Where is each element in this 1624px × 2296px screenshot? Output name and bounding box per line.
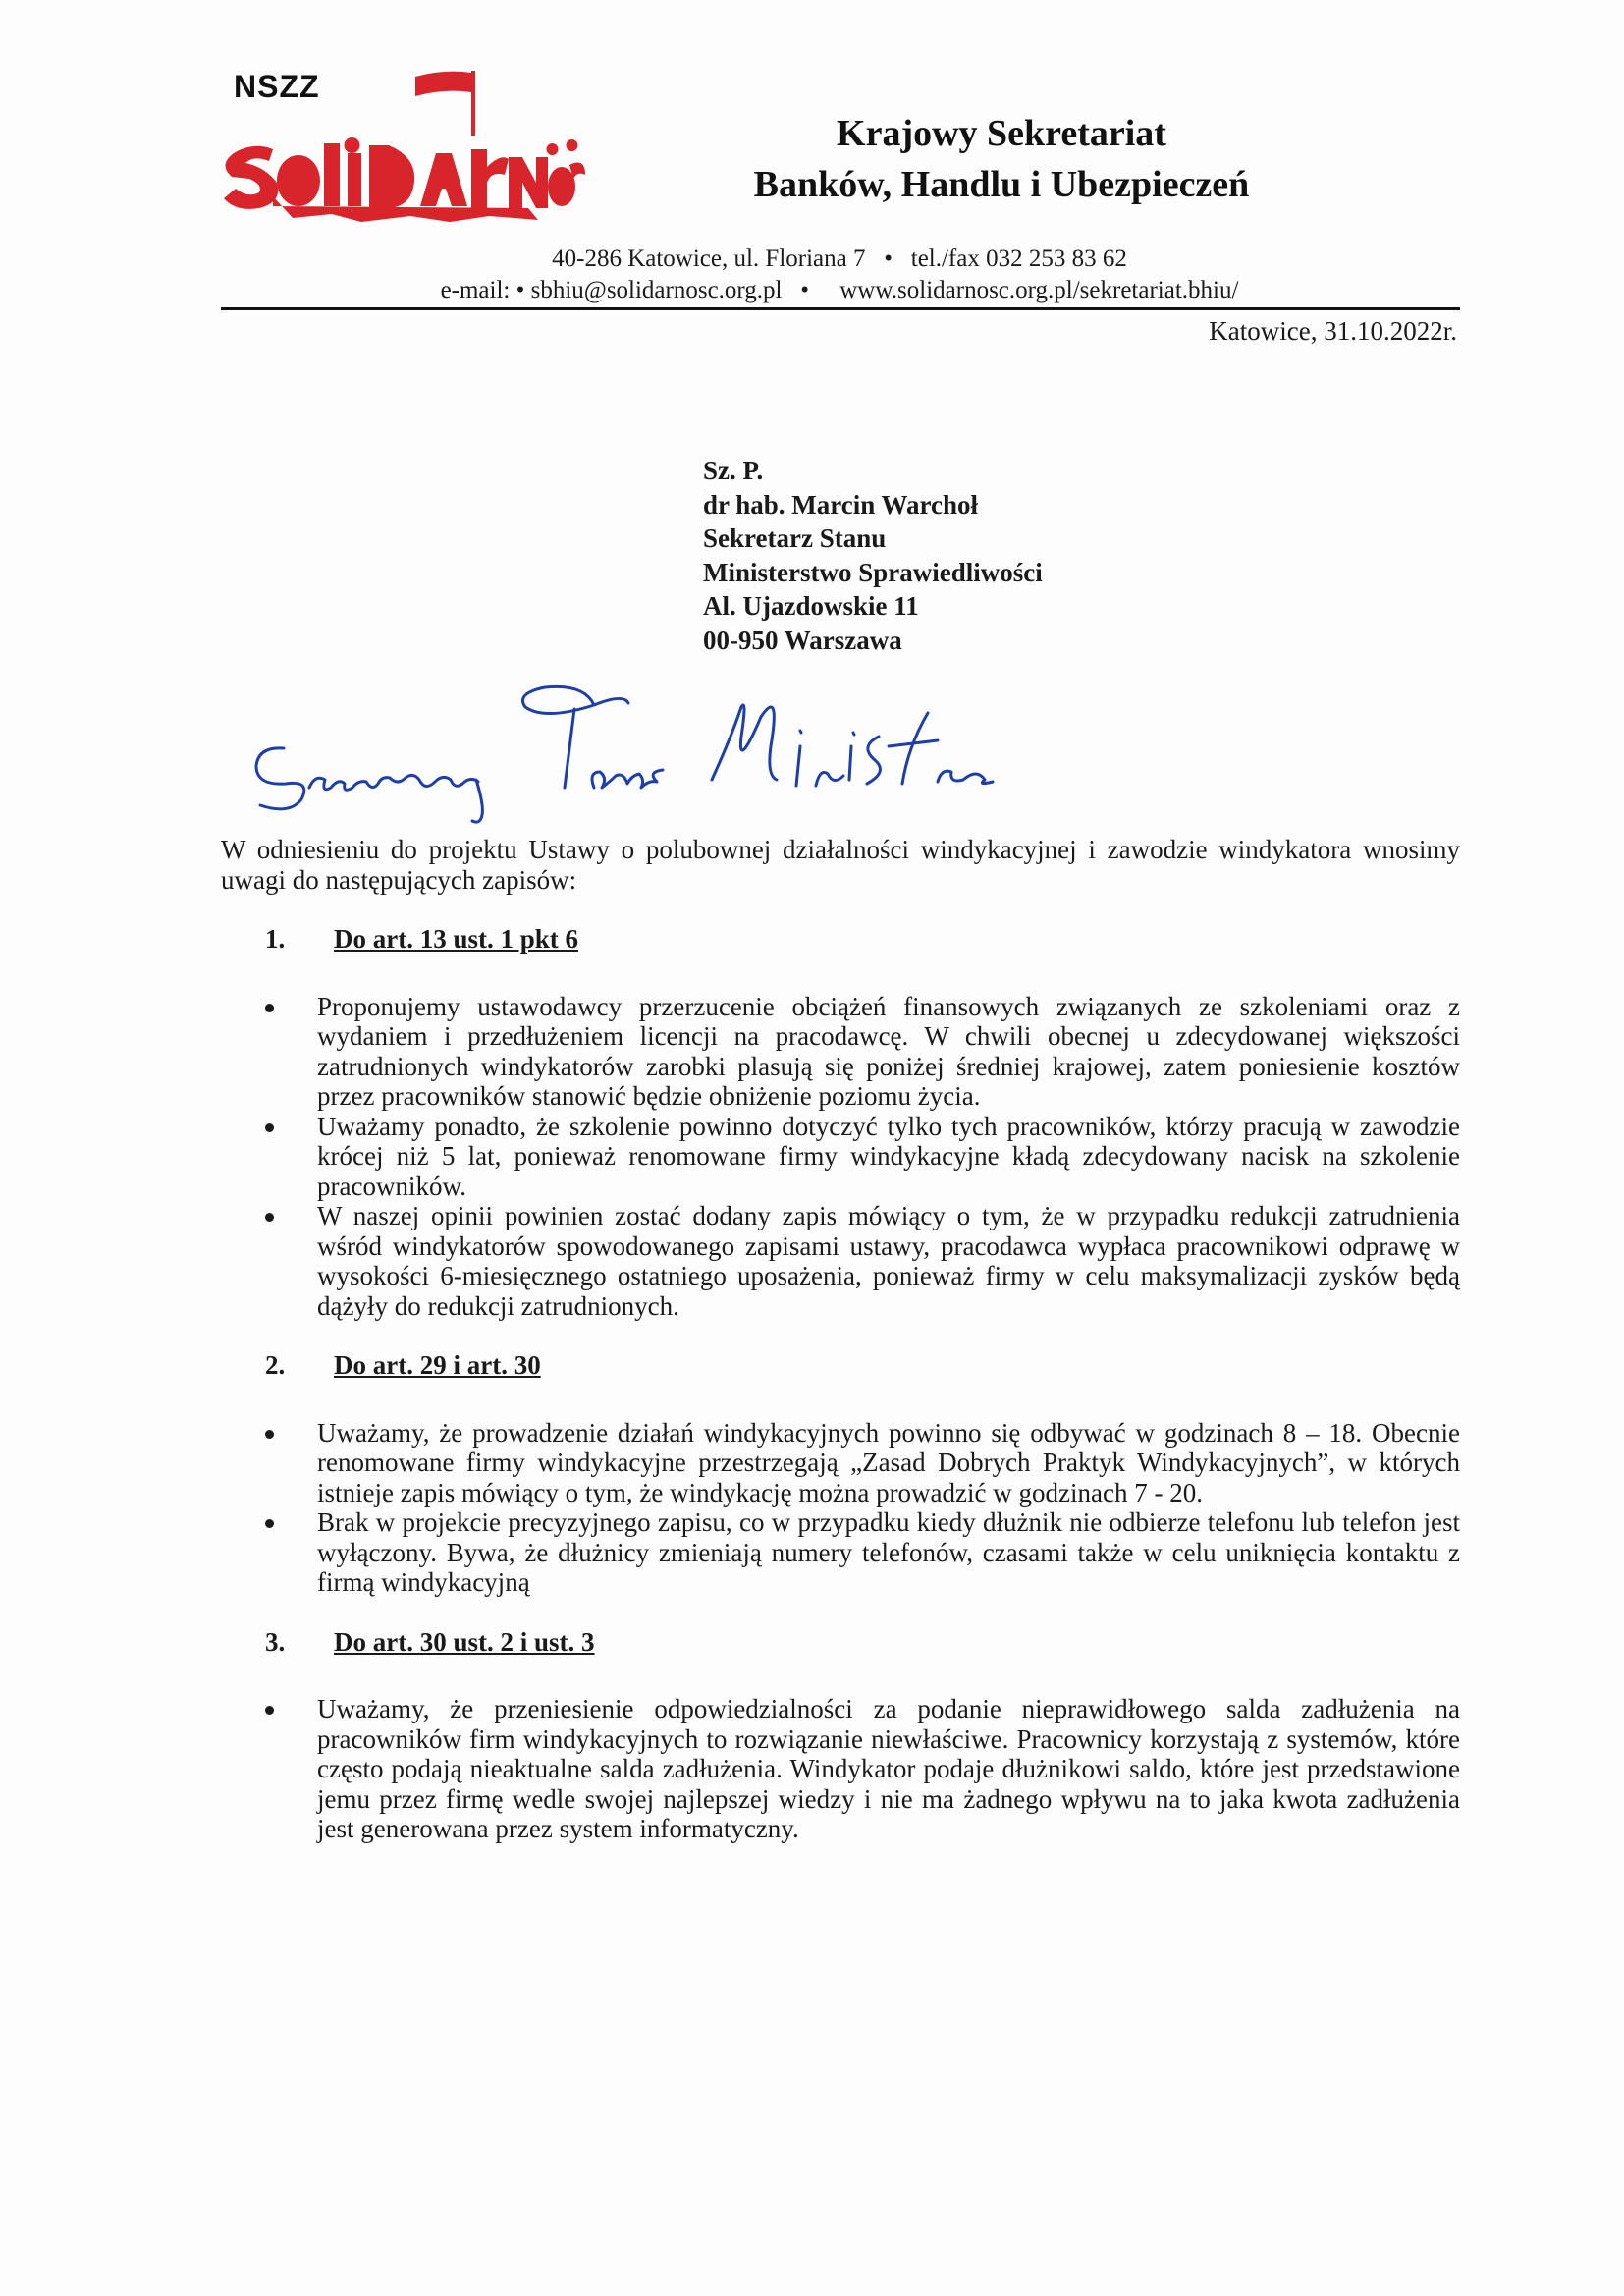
recipient-line: Al. Ujazdowskie 11 (703, 591, 919, 622)
bullet-item: Uważamy ponadto, że szkolenie powinno dotyczyć tylko tych pracowników, którzy pracują w zawodzie krócej niż 5 lat, ponieważ renomowane firmy windykacyjne kładą zdecydowany nacisk na szkolenie pracowników. (221, 1112, 1460, 1202)
logo-nszz-text: NSZZ (234, 69, 320, 104)
bullet-icon (265, 1430, 274, 1439)
contact-block (221, 244, 1458, 306)
section-heading (221, 924, 1460, 955)
recipient-line: 00-950 Warszawa (703, 625, 902, 655)
letter-body (221, 835, 1460, 1844)
section-bullet-list (221, 1418, 1460, 1598)
recipient-line: Sz. P. (703, 456, 764, 485)
recipient-line: Ministerstwo Sprawiedliwości (703, 557, 1043, 587)
section-title: Do art. 29 i art. 30 (334, 1350, 541, 1380)
section-heading (221, 1350, 1460, 1381)
section-number: 3. (265, 1626, 286, 1657)
recipient-block (703, 454, 1043, 658)
recipient-line: Sekretarz Stanu (703, 523, 887, 554)
bullet-item: Uważamy, że przeniesienie odpowiedzialności za podanie nieprawidłowego salda zadłużenia na pracowników firm windykacyjnych to rozwiązanie niewłaściwe. Pracownicy korzystają z systemów, które często podają nieaktualne salda zadłużenia. Windykator podaje dłużnikowi saldo, które jest przedstawione jemu przez firmę wedle swojej najlepszej wiedzy i nie ma żadnego wpływu na to jaka kwota zadłużenia jest generowana przez system informatyczny. (221, 1694, 1460, 1844)
section-bullet-list (221, 992, 1460, 1322)
bullet-icon (265, 1519, 274, 1528)
bullet-icon (265, 1123, 274, 1132)
letter-date: Katowice, 31.10.2022r. (1209, 316, 1457, 346)
bullet-item: Uważamy, że prowadzenie działań windykacyjnych powinno się odbywać w godzinach 8 – 18. Obecnie renomowane firmy windykacyjne przestrzegają „Zasad Dobrych Praktyk Windykacyjnych”, w których istnieje zapis mówiący o tym, że windykację można prowadzić w godzinach 7 - 20. (221, 1418, 1460, 1508)
section-title: Do art. 30 ust. 2 i ust. 3 (334, 1626, 595, 1657)
bullet-icon (265, 1213, 274, 1222)
email-web-line: e-mail: • sbhiu@solidarnosc.org.pl • www.solidarnosc.org.pl/sekretariat.bhiu/ (440, 277, 1239, 303)
section-number: 2. (265, 1350, 286, 1380)
organization-name (628, 108, 1375, 210)
section-title: Do art. 13 ust. 1 pkt 6 (334, 924, 579, 954)
bullet-icon (265, 1706, 274, 1715)
bullet-item: Brak w projekcie precyzyjnego zapisu, co w przypadku kiedy dłużnik nie odbierze telefonu lub telefon jest wyłączony. Bywa, że dłużnicy zmieniają numery telefonów, czasami także w celu uniknięcia kontaktu z firmą windykacyjną (221, 1507, 1460, 1598)
address-line: 40-286 Katowice, ul. Floriana 7 • tel./fax 032 253 83 62 (552, 246, 1127, 272)
recipient-line: dr hab. Marcin Warchoł (703, 489, 979, 519)
letterhead-divider (221, 307, 1460, 310)
bullet-icon (265, 1004, 274, 1012)
bullet-item: W naszej opinii powinien zostać dodany zapis mówiący o tym, że w przypadku redukcji zatrudnienia wśród windykatorów spowodowanego zapisami ustawy, pracodawca wypłaca pracownikowi odprawę w wysokości 6-miesięcznego ostatniego uposażenia, ponieważ firmy w celu maksymalizacji zysków będą dążyły do redukcji zatrudnionych. (221, 1201, 1460, 1321)
section-heading (221, 1627, 1460, 1658)
intro-paragraph: W odniesieniu do projektu Ustawy o polubownej działalności windykacyjnej i zawodzie windykatora wnosimy uwagi do następujących zapisów: (221, 835, 1460, 895)
section-bullet-list (221, 1694, 1460, 1844)
section-number: 1. (265, 924, 286, 954)
bullet-item: Proponujemy ustawodawcy przerzucenie obciążeń finansowych związanych ze szkoleniami oraz z wydaniem i przedłużeniem licencji na pracodawcę. W chwili obecnej u zdecydowanej większości zatrudnionych windykatorów zarobki plasują się poniżej średniej krajowej, zatem poniesienie kosztów przez pracowników stanowić będzie obniżenie poziomu życia. (221, 992, 1460, 1112)
org-name-line2: Banków, Handlu i Ubezpieczeń (753, 164, 1250, 205)
org-name-line1: Krajowy Sekretariat (837, 113, 1166, 154)
salutation-text (265, 717, 1026, 784)
